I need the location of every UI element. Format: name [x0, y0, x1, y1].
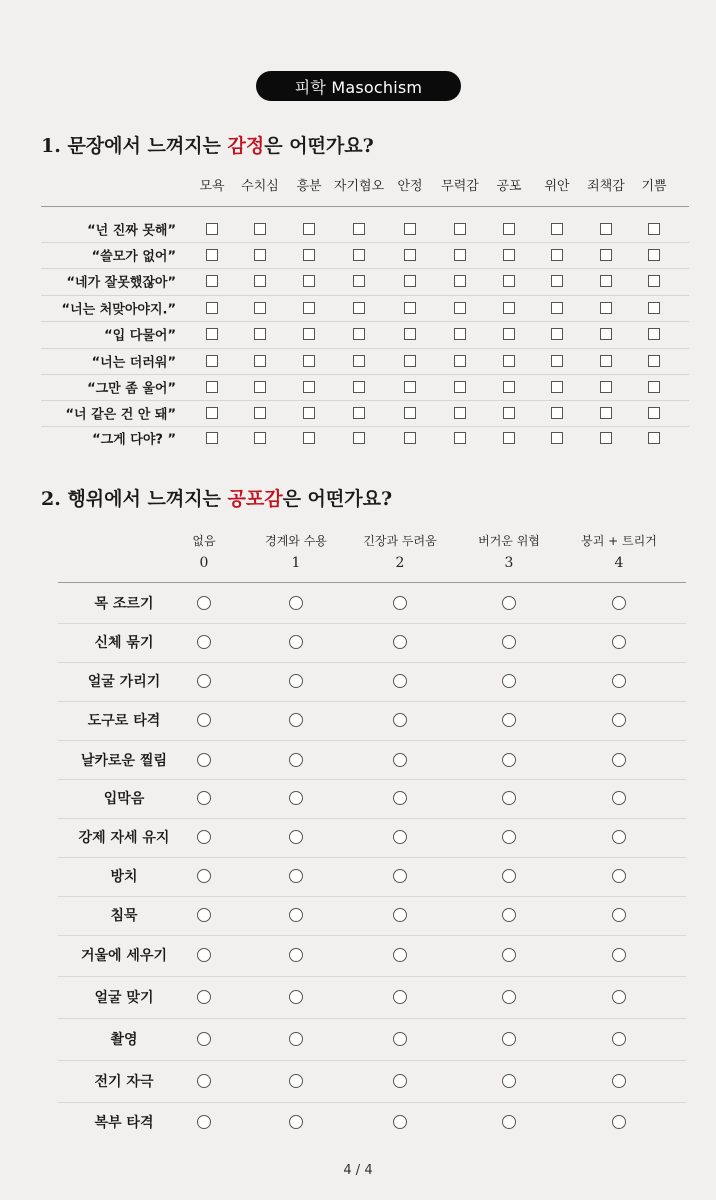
emotion-checkbox[interactable]	[600, 381, 612, 393]
fear-radio[interactable]	[502, 948, 516, 962]
emotion-checkbox[interactable]	[404, 432, 416, 444]
q1-column-header: 기쁨	[641, 179, 667, 194]
q2-header-divider	[58, 582, 686, 583]
fear-radio[interactable]	[612, 596, 626, 610]
emotion-checkbox[interactable]	[454, 407, 466, 419]
fear-radio[interactable]	[197, 713, 211, 727]
fear-radio[interactable]	[612, 1074, 626, 1088]
emotion-checkbox[interactable]	[353, 381, 365, 393]
emotion-checkbox[interactable]	[206, 355, 218, 367]
fear-radio[interactable]	[289, 791, 303, 805]
fear-radio[interactable]	[197, 635, 211, 649]
q2-action-label: 방치	[110, 869, 138, 885]
emotion-checkbox[interactable]	[353, 302, 365, 314]
emotion-checkbox[interactable]	[404, 381, 416, 393]
q2-row-divider	[58, 740, 686, 741]
emotion-checkbox[interactable]	[404, 223, 416, 235]
emotion-checkbox[interactable]	[254, 223, 266, 235]
fear-radio[interactable]	[197, 830, 211, 844]
fear-radio[interactable]	[393, 674, 407, 688]
emotion-checkbox[interactable]	[353, 223, 365, 235]
q1-column-header: 모욕	[199, 179, 225, 194]
emotion-checkbox[interactable]	[303, 432, 315, 444]
fear-radio[interactable]	[612, 791, 626, 805]
q1-row-divider	[41, 374, 689, 375]
q1-statement-label: “너 같은 건 안 돼”	[65, 407, 176, 423]
fear-radio[interactable]	[612, 1032, 626, 1046]
emotion-checkbox[interactable]	[303, 407, 315, 419]
fear-radio[interactable]	[502, 713, 516, 727]
emotion-checkbox[interactable]	[648, 275, 660, 287]
emotion-checkbox[interactable]	[648, 328, 660, 340]
q1-header-divider	[41, 206, 689, 207]
emotion-checkbox[interactable]	[648, 381, 660, 393]
fear-radio[interactable]	[393, 753, 407, 767]
emotion-checkbox[interactable]	[551, 328, 563, 340]
emotion-checkbox[interactable]	[353, 275, 365, 287]
q1-row-divider	[41, 426, 689, 427]
fear-radio[interactable]	[612, 830, 626, 844]
emotion-checkbox[interactable]	[206, 381, 218, 393]
fear-radio[interactable]	[502, 1074, 516, 1088]
fear-radio[interactable]	[289, 1115, 303, 1129]
emotion-checkbox[interactable]	[454, 432, 466, 444]
emotion-checkbox[interactable]	[206, 432, 218, 444]
fear-radio[interactable]	[612, 635, 626, 649]
fear-radio[interactable]	[289, 674, 303, 688]
emotion-checkbox[interactable]	[404, 355, 416, 367]
emotion-checkbox[interactable]	[353, 407, 365, 419]
q2-action-label: 얼굴 가리기	[87, 674, 161, 690]
emotion-checkbox[interactable]	[206, 223, 218, 235]
q1-row-divider	[41, 348, 689, 349]
fear-radio[interactable]	[612, 948, 626, 962]
fear-radio[interactable]	[289, 753, 303, 767]
fear-radio[interactable]	[502, 869, 516, 883]
fear-radio[interactable]	[197, 908, 211, 922]
fear-radio[interactable]	[502, 1032, 516, 1046]
fear-radio[interactable]	[289, 869, 303, 883]
q2-action-label: 촬영	[110, 1032, 138, 1048]
emotion-checkbox[interactable]	[648, 407, 660, 419]
emotion-checkbox[interactable]	[600, 249, 612, 261]
q1-title-after: 은 어떤가요?	[264, 135, 374, 157]
emotion-checkbox[interactable]	[503, 223, 515, 235]
emotion-checkbox[interactable]	[303, 328, 315, 340]
emotion-checkbox[interactable]	[353, 432, 365, 444]
fear-radio[interactable]	[289, 596, 303, 610]
fear-radio[interactable]	[393, 869, 407, 883]
fear-radio[interactable]	[393, 990, 407, 1004]
q2-title-before: 2. 행위에서 느껴지는	[41, 488, 228, 510]
emotion-checkbox[interactable]	[600, 355, 612, 367]
emotion-checkbox[interactable]	[454, 275, 466, 287]
q2-row-divider	[58, 976, 686, 977]
q2-row-divider	[58, 1102, 686, 1103]
emotion-checkbox[interactable]	[503, 249, 515, 261]
q2-scale-value: 4	[614, 555, 624, 571]
fear-radio[interactable]	[612, 713, 626, 727]
q1-statement-label: “넌 진짜 못해”	[87, 223, 176, 239]
emotion-checkbox[interactable]	[206, 249, 218, 261]
q1-row-divider	[41, 400, 689, 401]
q2-action-label: 전기 자극	[94, 1074, 154, 1090]
q2-action-label: 복부 타격	[94, 1115, 154, 1131]
fear-radio[interactable]	[289, 1032, 303, 1046]
emotion-checkbox[interactable]	[648, 249, 660, 261]
q2-scale-value: 0	[199, 555, 209, 571]
fear-radio[interactable]	[197, 1032, 211, 1046]
emotion-checkbox[interactable]	[404, 302, 416, 314]
emotion-checkbox[interactable]	[206, 328, 218, 340]
q2-action-label: 도구로 타격	[87, 713, 161, 729]
emotion-checkbox[interactable]	[600, 223, 612, 235]
fear-radio[interactable]	[289, 713, 303, 727]
emotion-checkbox[interactable]	[404, 407, 416, 419]
emotion-checkbox[interactable]	[254, 328, 266, 340]
q2-scale-label: 버거운 위협	[478, 534, 540, 548]
emotion-checkbox[interactable]	[551, 223, 563, 235]
page-number: 4 / 4	[343, 1163, 373, 1178]
q2-row-divider	[58, 857, 686, 858]
fear-radio[interactable]	[393, 1074, 407, 1088]
q1-row-divider	[41, 321, 689, 322]
fear-radio[interactable]	[502, 830, 516, 844]
q2-row-divider	[58, 662, 686, 663]
fear-radio[interactable]	[393, 908, 407, 922]
fear-radio[interactable]	[289, 635, 303, 649]
fear-radio[interactable]	[502, 1115, 516, 1129]
emotion-checkbox[interactable]	[303, 249, 315, 261]
q1-title-before: 1. 문장에서 느껴지는	[41, 135, 228, 157]
fear-radio[interactable]	[393, 791, 407, 805]
fear-radio[interactable]	[289, 908, 303, 922]
q2-action-label: 얼굴 맞기	[94, 990, 154, 1006]
fear-radio[interactable]	[197, 869, 211, 883]
q2-row-divider	[58, 818, 686, 819]
q1-statement-label: “네가 잘못했잖아”	[66, 275, 176, 291]
fear-radio[interactable]	[197, 948, 211, 962]
emotion-checkbox[interactable]	[454, 328, 466, 340]
emotion-checkbox[interactable]	[303, 275, 315, 287]
emotion-checkbox[interactable]	[503, 355, 515, 367]
emotion-checkbox[interactable]	[404, 249, 416, 261]
fear-radio[interactable]	[289, 1074, 303, 1088]
fear-radio[interactable]	[197, 596, 211, 610]
q1-column-header: 수치심	[241, 179, 279, 194]
q2-title-after: 은 어떤가요?	[282, 488, 393, 510]
emotion-checkbox[interactable]	[254, 381, 266, 393]
q1-statement-label: “너는 처맞아야지.”	[61, 302, 176, 318]
q2-action-label: 날카로운 찔림	[80, 753, 168, 769]
fear-radio[interactable]	[393, 713, 407, 727]
emotion-checkbox[interactable]	[206, 302, 218, 314]
emotion-checkbox[interactable]	[353, 355, 365, 367]
emotion-checkbox[interactable]	[353, 249, 365, 261]
q1-column-header: 흥분	[296, 179, 322, 194]
emotion-checkbox[interactable]	[254, 249, 266, 261]
q1-column-header: 무력감	[441, 179, 479, 194]
question-2-title	[41, 484, 392, 511]
q2-scale-label: 경계와 수용	[265, 534, 327, 548]
fear-radio[interactable]	[393, 1032, 407, 1046]
q2-action-label: 목 조르기	[94, 596, 154, 612]
q1-row-divider	[41, 242, 689, 243]
emotion-checkbox[interactable]	[353, 328, 365, 340]
emotion-checkbox[interactable]	[303, 302, 315, 314]
q2-row-divider	[58, 701, 686, 702]
q1-column-header: 죄책감	[587, 179, 625, 194]
emotion-checkbox[interactable]	[600, 432, 612, 444]
emotion-checkbox[interactable]	[503, 302, 515, 314]
fear-radio[interactable]	[197, 791, 211, 805]
fear-radio[interactable]	[393, 830, 407, 844]
fear-radio[interactable]	[289, 948, 303, 962]
emotion-checkbox[interactable]	[648, 432, 660, 444]
q2-action-label: 입막음	[103, 791, 145, 807]
emotion-checkbox[interactable]	[551, 432, 563, 444]
fear-radio[interactable]	[502, 791, 516, 805]
emotion-checkbox[interactable]	[254, 302, 266, 314]
emotion-checkbox[interactable]	[454, 355, 466, 367]
q2-scale-label: 붕괴 + 트리거	[581, 534, 657, 548]
emotion-checkbox[interactable]	[254, 407, 266, 419]
q1-title-highlight: 감정	[227, 135, 265, 157]
emotion-checkbox[interactable]	[206, 407, 218, 419]
emotion-checkbox[interactable]	[551, 381, 563, 393]
emotion-checkbox[interactable]	[551, 249, 563, 261]
q1-statement-label: “그게 다야? ”	[92, 432, 176, 448]
q1-column-header: 위안	[544, 179, 570, 194]
q2-title-highlight: 공포감	[227, 488, 283, 510]
emotion-checkbox[interactable]	[551, 355, 563, 367]
q1-row-divider	[41, 268, 689, 269]
q1-statement-label: “너는 더러워”	[91, 355, 176, 371]
q2-row-divider	[58, 1018, 686, 1019]
emotion-checkbox[interactable]	[303, 223, 315, 235]
emotion-checkbox[interactable]	[206, 275, 218, 287]
fear-radio[interactable]	[502, 635, 516, 649]
emotion-checkbox[interactable]	[600, 302, 612, 314]
q2-row-divider	[58, 779, 686, 780]
fear-radio[interactable]	[502, 674, 516, 688]
q1-column-header: 안정	[397, 179, 423, 194]
q2-action-label: 신체 묶기	[94, 635, 154, 651]
q2-row-divider	[58, 623, 686, 624]
q1-row-divider	[41, 295, 689, 296]
q2-scale-value: 3	[504, 555, 514, 571]
fear-radio[interactable]	[612, 869, 626, 883]
fear-radio[interactable]	[612, 674, 626, 688]
q2-action-label: 강제 자세 유지	[78, 830, 170, 846]
emotion-checkbox[interactable]	[551, 275, 563, 287]
q1-column-header: 자기혐오	[333, 179, 385, 194]
emotion-checkbox[interactable]	[254, 275, 266, 287]
q1-statement-label: “그만 좀 울어”	[87, 381, 176, 397]
fear-radio[interactable]	[197, 1115, 211, 1129]
fear-radio[interactable]	[502, 908, 516, 922]
emotion-checkbox[interactable]	[404, 275, 416, 287]
emotion-checkbox[interactable]	[254, 432, 266, 444]
emotion-checkbox[interactable]	[503, 328, 515, 340]
q2-scale-label: 없음	[192, 534, 216, 548]
emotion-checkbox[interactable]	[303, 381, 315, 393]
emotion-checkbox[interactable]	[454, 223, 466, 235]
question-1-title	[41, 131, 374, 158]
emotion-checkbox[interactable]	[503, 275, 515, 287]
emotion-checkbox[interactable]	[454, 249, 466, 261]
fear-radio[interactable]	[197, 990, 211, 1004]
q1-column-header: 공포	[496, 179, 522, 194]
fear-radio[interactable]	[393, 635, 407, 649]
emotion-checkbox[interactable]	[551, 302, 563, 314]
fear-radio[interactable]	[289, 830, 303, 844]
q2-row-divider	[58, 935, 686, 936]
emotion-checkbox[interactable]	[454, 381, 466, 393]
emotion-checkbox[interactable]	[551, 407, 563, 419]
q1-statement-label: “쓸모가 없어”	[91, 249, 176, 265]
emotion-checkbox[interactable]	[503, 381, 515, 393]
q2-action-label: 거울에 세우기	[80, 948, 168, 964]
emotion-checkbox[interactable]	[503, 407, 515, 419]
emotion-checkbox[interactable]	[600, 407, 612, 419]
fear-radio[interactable]	[197, 1074, 211, 1088]
emotion-checkbox[interactable]	[600, 275, 612, 287]
emotion-checkbox[interactable]	[648, 355, 660, 367]
fear-radio[interactable]	[612, 1115, 626, 1129]
fear-radio[interactable]	[612, 990, 626, 1004]
fear-radio[interactable]	[502, 753, 516, 767]
emotion-checkbox[interactable]	[648, 302, 660, 314]
emotion-checkbox[interactable]	[454, 302, 466, 314]
emotion-checkbox[interactable]	[404, 328, 416, 340]
page-title: 피학 Masochism	[256, 71, 461, 101]
emotion-checkbox[interactable]	[503, 432, 515, 444]
q2-row-divider	[58, 896, 686, 897]
q2-scale-value: 2	[395, 555, 405, 571]
fear-radio[interactable]	[502, 990, 516, 1004]
emotion-checkbox[interactable]	[600, 328, 612, 340]
fear-radio[interactable]	[393, 1115, 407, 1129]
fear-radio[interactable]	[289, 990, 303, 1004]
emotion-checkbox[interactable]	[254, 355, 266, 367]
fear-radio[interactable]	[197, 753, 211, 767]
q2-row-divider	[58, 1060, 686, 1061]
q2-action-label: 침묵	[110, 908, 138, 924]
emotion-checkbox[interactable]	[648, 223, 660, 235]
fear-radio[interactable]	[612, 908, 626, 922]
emotion-checkbox[interactable]	[303, 355, 315, 367]
fear-radio[interactable]	[197, 674, 211, 688]
q2-scale-label: 긴장과 두려움	[363, 534, 437, 548]
fear-radio[interactable]	[393, 596, 407, 610]
q1-statement-label: “입 다물어”	[104, 328, 176, 344]
fear-radio[interactable]	[393, 948, 407, 962]
fear-radio[interactable]	[612, 753, 626, 767]
fear-radio[interactable]	[502, 596, 516, 610]
q2-scale-value: 1	[291, 555, 301, 571]
